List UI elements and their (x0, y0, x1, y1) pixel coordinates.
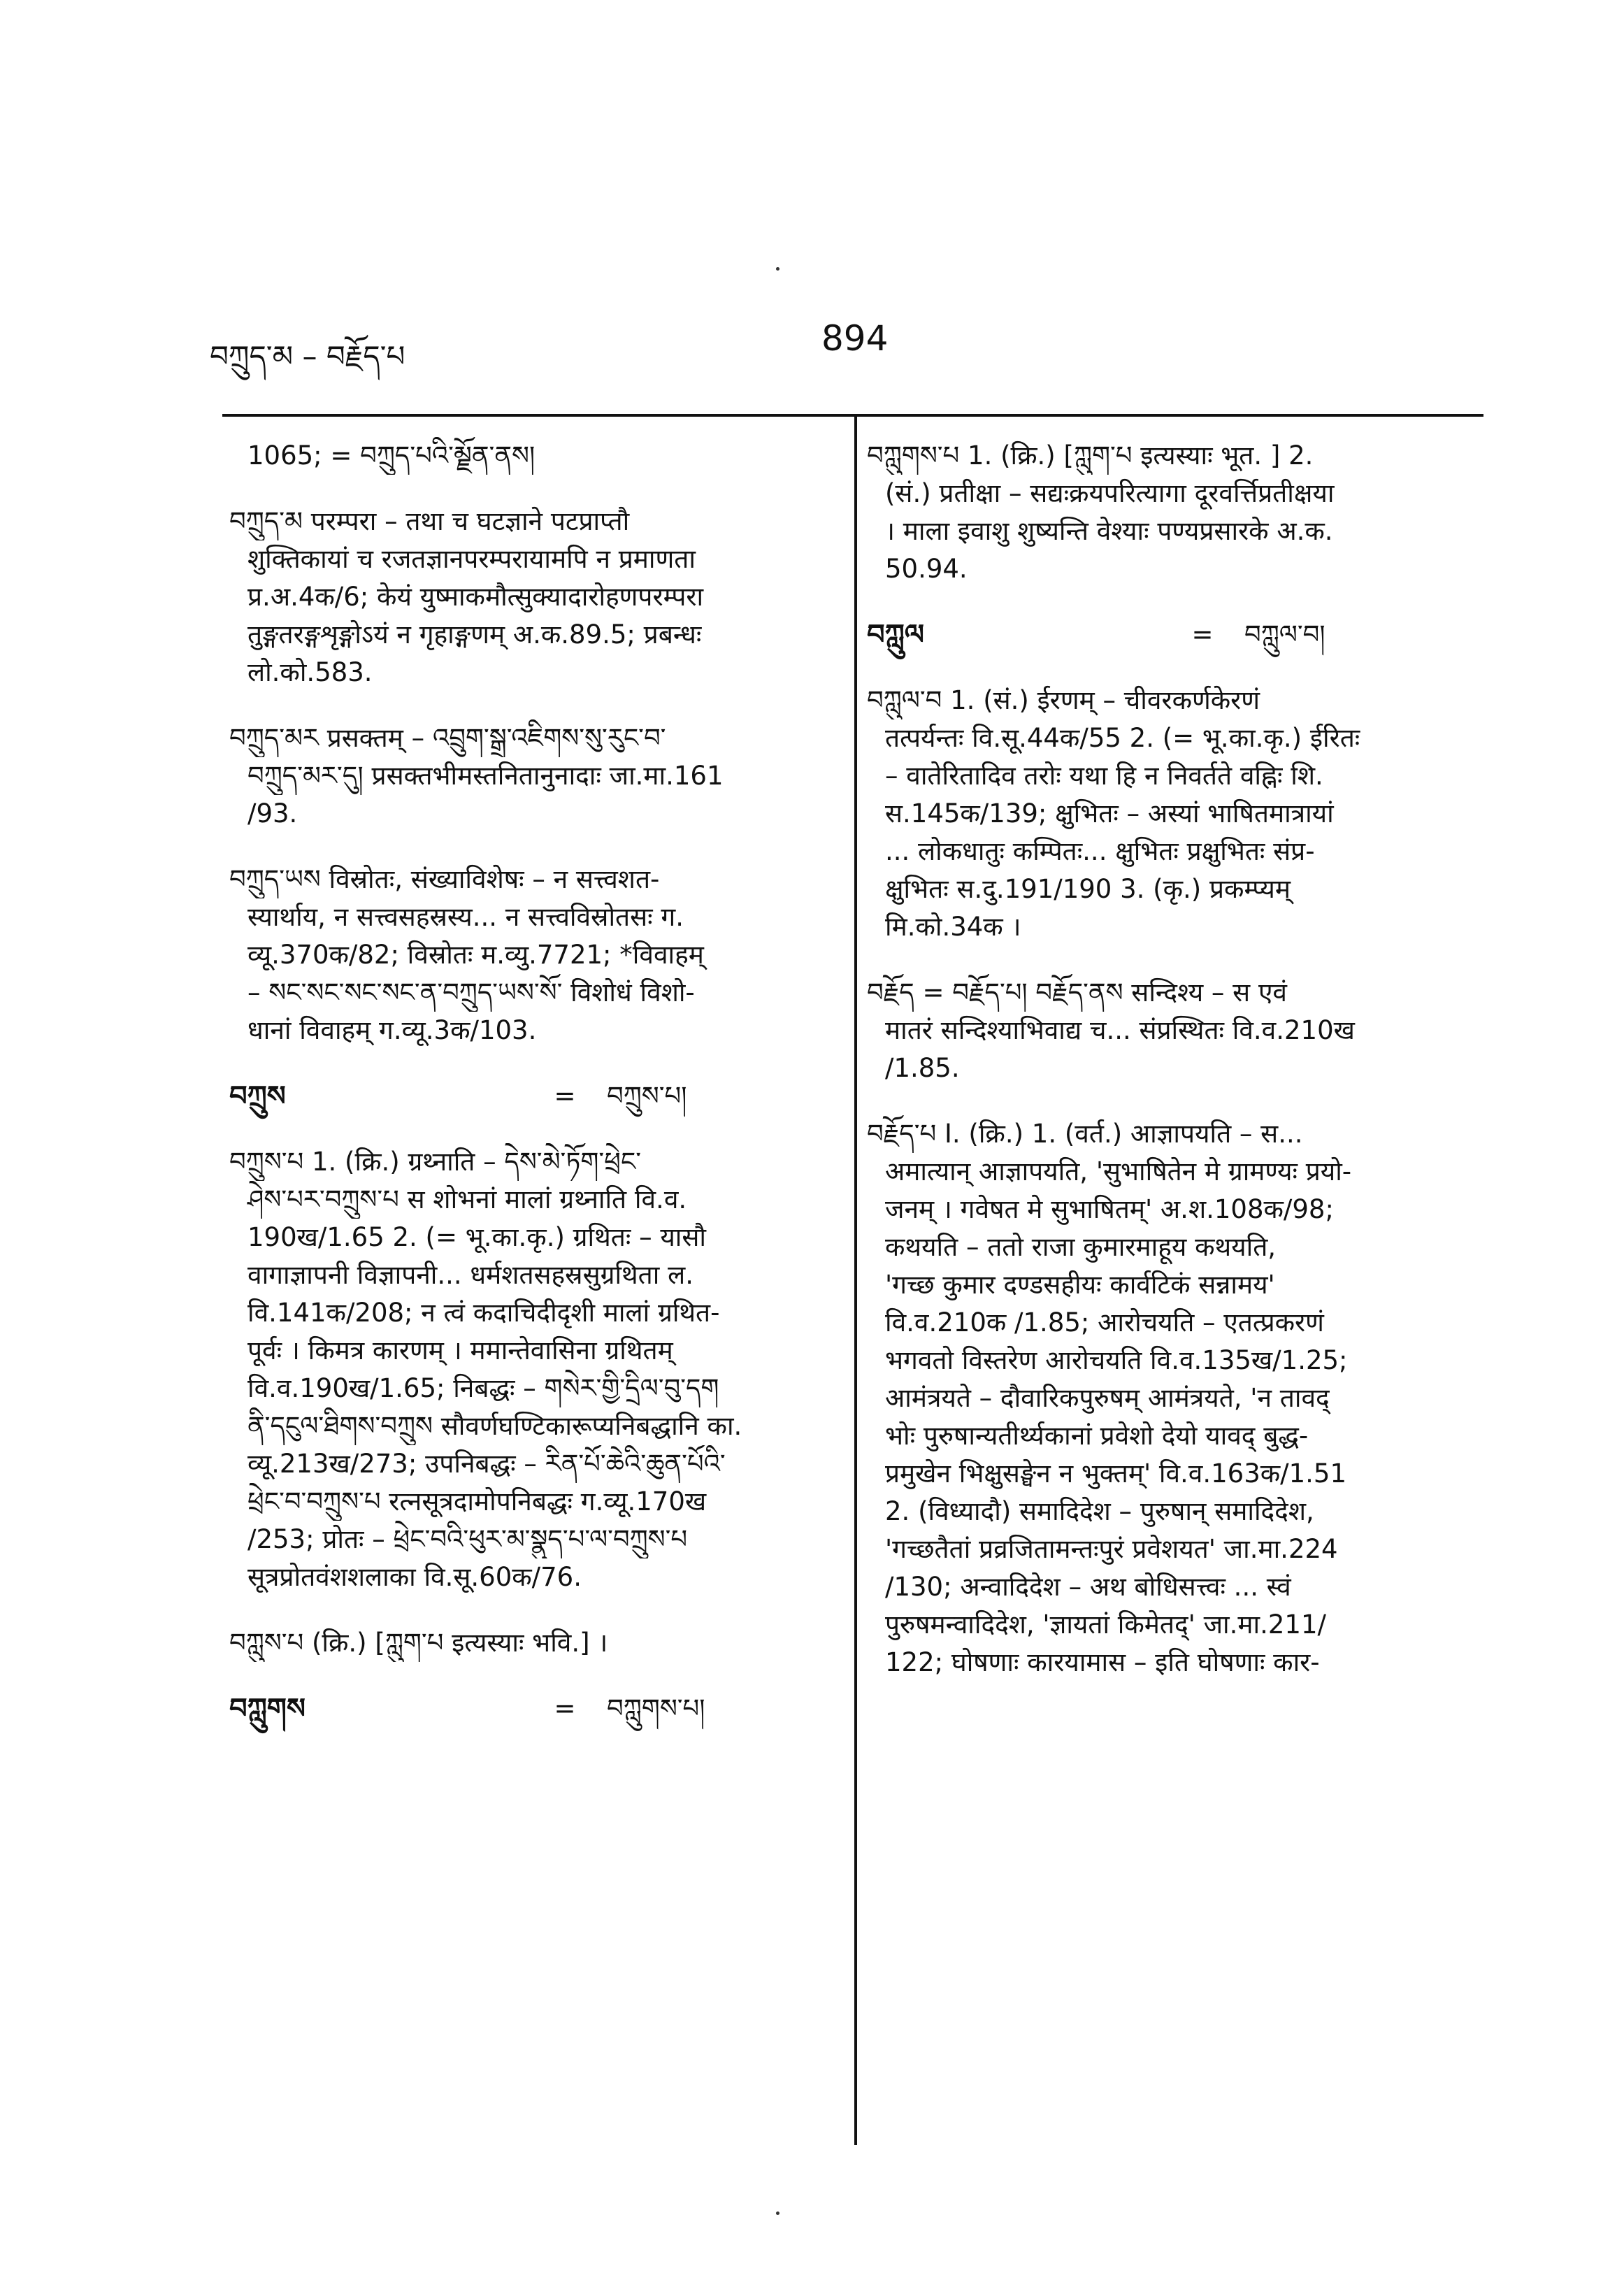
entry-line: བཀྲུད་ཡས विस्रोतः, संख्याविशेषः – न सत्त्वशत- (229, 864, 660, 894)
entry-line: 'गच्छ कुमार दण्डसहीयः कार्वटिकं सन्नामय' (885, 1270, 1275, 1300)
dictionary-entry (229, 719, 831, 833)
entry-line: བཀླུགས་པ 1. (क्रि.) [ཀླུག་པ इत्यस्याः भूत. ] 2. (867, 440, 1314, 471)
entry-line: བརྗོད = བརྗོད་པ། བརྗོད་ནས सन्दिश्य – स एवं (867, 977, 1287, 1008)
left-column (229, 437, 831, 1756)
entry-line: जनम् । गवेषत मे सुभाषितम्' अ.श.108क/98; (885, 1194, 1334, 1224)
entry-line: वि.141क/208; न त्वं कदाचिदीदृशी मालां ग्रथित- (247, 1298, 720, 1328)
entry-line: प्रमुखेन भिक्षुसङ्घेन न भुक्तम्' वि.व.163क/1.51 (885, 1458, 1347, 1489)
entry-line: བཀླུལ་བ 1. (सं.) ईरणम् – चीवरकर्णकेरणं (867, 685, 1260, 715)
header-rule (222, 414, 1483, 417)
entry-line: /93. (247, 798, 298, 829)
entry-headword: བཀླུགས (229, 1693, 306, 1725)
entry-line: क्षुभितः स.दु.191/190 3. (कृ.) प्रकम्प्यम् (885, 874, 1291, 904)
scan-speck-top (776, 267, 779, 271)
page-number: 894 (821, 318, 889, 359)
entry-line: བརྗོད་པ I. (क्रि.) 1. (वर्त.) आज्ञापयति – स... (867, 1119, 1303, 1149)
entry-line: वागाज्ञापनी विज्ञापनी... धर्मशतसहस्रसुग्रथिता ल. (247, 1260, 694, 1290)
entry-line: (सं.) प्रतीक्षा – सद्यःक्रयपरित्यागा दूरवर्त्तिप्रतीक्षया (885, 478, 1335, 508)
dictionary-entry (229, 1624, 831, 1662)
entry-line: भोः पुरुषान्यतीर्थ्यकानां प्रवेशो देयो यावद् बुद्ध- (885, 1421, 1309, 1451)
entry-line: /130; अन्वादिदेश – अथ बोधिसत्त्वः ... स्वं (885, 1572, 1291, 1602)
cross-reference-target: བཀྲུས་པ། (607, 1081, 687, 1111)
entry-line: शुक्तिकायां च रजतज्ञानपरम्परायामपि न प्रमाणता (247, 544, 696, 574)
scan-speck-bottom (776, 2211, 779, 2215)
entry-line: ནི་དངུལ་ཐིགས་བཀྲུས सौवर्णघण्टिकारूप्यनिबद्धानि का. (247, 1411, 742, 1441)
right-column (867, 437, 1482, 1709)
dictionary-entry (867, 1115, 1482, 1682)
entry-line: कथयति – ततो राजा कुमारमाहूय कथयति, (885, 1232, 1277, 1262)
entry-line: वि.व.190ख/1.65; निबद्धः – གསེར་གྱི་དྲིལ་བུ་དག (247, 1373, 719, 1403)
entry-line: – वातेरितादिव तरोः यथा हि न निवर्तते वह्निः शि. (885, 761, 1323, 791)
running-header: བཀྲུད་མ – བརྗོད་པ (210, 339, 405, 373)
entry-line: 122; घोषणाः कारयामास – इति घोषणाः कार- (885, 1647, 1320, 1677)
entry-line: བཀྲུད་མར་དུ། प्रसक्तभीमस्तनितानुनादाः जा.मा.161 (247, 761, 724, 791)
dictionary-entry (229, 437, 831, 475)
entry-line: पुरुषमन्वादिदेश, 'ज्ञायतां किमेतद्' जा.मा.211/ (885, 1610, 1326, 1640)
column-divider (854, 417, 857, 2145)
entry-line: तत्पर्यन्तः वि.सू.44क/55 2. (= भू.का.कृ.) ईरितः (885, 723, 1360, 753)
entry-line: सूत्रप्रोतवंशशलाका वि.सू.60क/76. (247, 1562, 582, 1592)
cross-reference-entry (867, 616, 1482, 654)
entry-line: स.145क/139; क्षुभितः – अस्यां भाषितमात्रायां (885, 798, 1334, 829)
entry-line: ཤེས་པར་བཀྲུས་པ स शोभनां मालां ग्रथ्नाति वि.व. (247, 1184, 687, 1214)
entry-line: अमात्यान् आज्ञापयति, 'सुभाषितेन मे ग्रामण्यः प्रयो- (885, 1156, 1352, 1187)
entry-line: /253; प्रोतः – ཕྲེང་བའི་ཕུར་མ་སྣུད་པ་ལ་བཀྲུས་པ (247, 1524, 688, 1554)
entry-line: लो.को.583. (247, 657, 373, 687)
entry-line: 'गच्छतैतां प्रव्रजितामन्तःपुरं प्रवेशयत' जा.मा.224 (885, 1534, 1338, 1564)
entry-line: 1065; = བཀྲུད་པའི་མྗོན་ནས། (247, 440, 536, 471)
cross-reference-target: བཀླུགས་པ། (607, 1693, 705, 1723)
entry-line: भगवतो विस्तरेण आरोचयति वि.व.135ख/1.25; (885, 1345, 1348, 1375)
entry-line: – སང་སང་སང་སང་ན་བཀྲུད་ཡས་སོ་ विशोधं विशो- (247, 977, 695, 1008)
entry-line: ... लोकधातुः कम्पितः... क्षुभितः प्रक्षुभितः संप्र- (885, 836, 1315, 866)
equals-sign: = (554, 1693, 576, 1723)
entry-line: आमंत्रयते – दौवारिकपुरुषम् आमंत्रयते, 'न तावद् (885, 1383, 1330, 1413)
equals-sign: = (1191, 619, 1214, 650)
cross-reference-target: བཀླུལ་བ། (1244, 619, 1325, 650)
dictionary-entry (867, 974, 1482, 1087)
cross-reference-entry (229, 1077, 831, 1115)
entry-line: स्यार्थाय, न सत्त्वसहस्रस्य... न सत्त्वविस्रोतसः ग. (247, 902, 684, 932)
cross-reference-entry (229, 1690, 831, 1728)
entry-headword: བཀྲུས (229, 1080, 286, 1112)
entry-line: བཀྲུད་མ परम्परा – तथा च घटज्ञाने पटप्राप्तौ (229, 506, 630, 536)
entry-line: ཕྲེང་བ་བཀྲུས་པ रत्नसूत्रदामोपनिबद्धः ग.व्यू.170ख (247, 1486, 707, 1517)
dictionary-entry (229, 503, 831, 691)
dictionary-entry (229, 1143, 831, 1596)
entry-line: मि.को.34क । (885, 912, 1021, 942)
dictionary-entry (867, 437, 1482, 588)
entry-line: 2. (विध्यादौ) समादिदेश – पुरुषान् समादिदेश, (885, 1496, 1314, 1526)
entry-line: བཀླུས་པ (क्रि.) [ཀླུག་པ इत्यस्याः भवि.] । (229, 1628, 608, 1658)
entry-line: व्यू.213ख/273; उपनिबद्धः – རིན་པོ་ཆེའི་ཆུན་པོའི་ (247, 1449, 726, 1479)
entry-line: । माला इवाशु शुष्यन्ति वेश्याः पण्यप्रसारके अ.क. (885, 516, 1333, 546)
entry-headword: བཀླུལ (867, 619, 925, 651)
entry-line: བཀྲུས་པ 1. (क्रि.) ग्रथ्नाति – དེས་མེ་ཏོག་ཕྲེང་ (229, 1147, 641, 1177)
equals-sign: = (554, 1081, 576, 1111)
dictionary-entry (229, 861, 831, 1049)
entry-line: 190ख/1.65 2. (= भू.का.कृ.) ग्रथितः – यासौ (247, 1222, 706, 1252)
entry-line: धानां विवाहम् ग.व्यू.3क/103. (247, 1015, 537, 1045)
entry-line: पूर्वः । किमत्र कारणम् । ममान्तेवासिना ग्रथितम् (247, 1335, 673, 1365)
entry-line: 50.94. (885, 554, 968, 584)
entry-line: मातरं सन्दिश्याभिवाद्य च... संप्रस्थितः वि.व.210ख (885, 1015, 1355, 1045)
entry-line: व्यू.370क/82; विस्रोतः म.व्यु.7721; *विवाहम् (247, 940, 704, 970)
entry-line: प्र.अ.4क/6; केयं युष्माकमौत्सुक्यादारोहणपरम्परा (247, 582, 704, 612)
entry-line: तुङ्गतरङ्गशृङ्गोऽयं न गृहाङ्गणम् अ.क.89.5; प्रबन्धः (247, 619, 702, 650)
entry-line: /1.85. (885, 1053, 960, 1083)
dictionary-entry (867, 682, 1482, 946)
entry-line: वि.व.210क /1.85; आरोचयति – एतत्प्रकरणं (885, 1307, 1324, 1338)
entry-line: བཀྲུད་མར प्रसक्तम् – འབྲུག་སྒྲ་འཇིགས་སུ་རུང་བ་ (229, 723, 666, 753)
